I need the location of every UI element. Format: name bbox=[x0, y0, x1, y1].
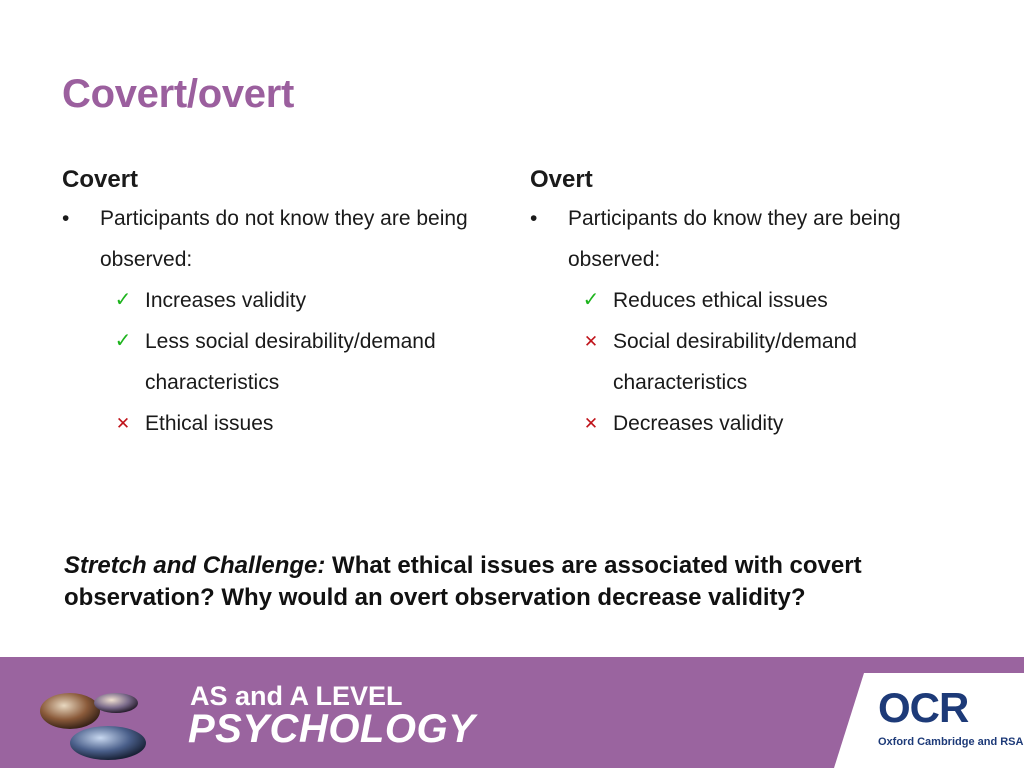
bullet-icon: • bbox=[530, 207, 538, 230]
ocr-logo-subtext: Oxford Cambridge and RSA bbox=[878, 736, 1024, 748]
brand-line2: PSYCHOLOGY bbox=[188, 707, 476, 751]
list-item-text: Increases validity bbox=[145, 289, 307, 312]
overt-column bbox=[530, 166, 970, 444]
stretch-label: Stretch and Challenge: bbox=[64, 552, 326, 579]
ocr-logo: OCR bbox=[878, 684, 969, 731]
list-item bbox=[100, 280, 482, 321]
overt-intro-text: Participants do know they are being observed: bbox=[568, 207, 901, 271]
stretch-challenge bbox=[64, 550, 964, 614]
brand-line1: AS and A LEVEL bbox=[190, 681, 403, 711]
checkmark-icon: ✓ bbox=[582, 289, 600, 311]
covert-column bbox=[62, 166, 482, 444]
cross-icon: ✕ bbox=[583, 332, 599, 351]
list-item bbox=[100, 403, 482, 444]
list-item-text: Social desirability/demand characteristics bbox=[613, 330, 857, 394]
covert-heading: Covert bbox=[62, 166, 139, 193]
stretch-text: What ethical issues are associated with covert observation? Why would an overt observation decrease validity? bbox=[64, 552, 862, 611]
orbs-logo-icon bbox=[38, 673, 158, 761]
covert-intro bbox=[62, 198, 482, 280]
checkmark-icon: ✓ bbox=[114, 289, 132, 311]
overt-heading: Overt bbox=[530, 166, 593, 193]
cross-icon: ✕ bbox=[115, 414, 131, 433]
list-item-text: Less social desirability/demand characteristics bbox=[145, 330, 436, 394]
list-item-text: Decreases validity bbox=[613, 412, 784, 435]
footer-band bbox=[0, 657, 1024, 768]
slide-title: Covert/overt bbox=[62, 72, 295, 116]
list-item-text: Ethical issues bbox=[145, 412, 274, 435]
checkmark-icon: ✓ bbox=[114, 330, 132, 352]
bullet-icon: • bbox=[62, 207, 70, 230]
overt-list bbox=[530, 280, 970, 444]
overt-intro bbox=[530, 198, 970, 280]
list-item bbox=[568, 403, 970, 444]
covert-list bbox=[62, 280, 482, 444]
covert-intro-text: Participants do not know they are being observed: bbox=[100, 207, 468, 271]
list-item-text: Reduces ethical issues bbox=[613, 289, 828, 312]
list-item bbox=[568, 321, 970, 403]
list-item bbox=[100, 321, 482, 403]
list-item bbox=[568, 280, 970, 321]
cross-icon: ✕ bbox=[583, 414, 599, 433]
